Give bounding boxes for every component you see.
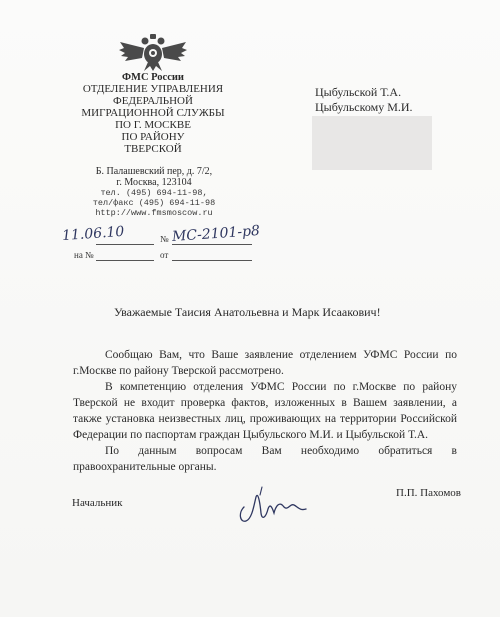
date-underline — [96, 244, 154, 245]
website-link: http://www.fmsmoscow.ru — [95, 208, 213, 218]
department-line: ТВЕРСКОЙ — [124, 143, 182, 155]
department-line: МИГРАЦИОННОЙ СЛУЖБЫ — [81, 107, 225, 119]
agency-name: ФМС России — [122, 72, 184, 83]
signer-name: П.П. Пахомов — [396, 487, 461, 499]
address-street: Б. Палашевский пер, д. 7/2, — [95, 166, 213, 177]
salutation: Уважаемые Таисия Анатольевна и Марк Исаакович! — [114, 305, 381, 319]
department-line: ПО РАЙОНУ — [121, 131, 185, 143]
handwritten-signature — [234, 483, 316, 527]
body-paragraph: Сообщаю Вам, что Ваше заявление отделением УФМС России по г.Москве по району Тверской рассмотрено. — [73, 349, 457, 377]
number-underline — [172, 244, 252, 245]
agency-address — [56, 166, 252, 218]
address-city: г. Москва, 123104 — [116, 177, 192, 188]
phone-number: тел. (495) 694-11-98, — [100, 188, 208, 198]
eagle-emblem-icon — [118, 32, 188, 72]
body-paragraph: В компетенцию отделения УФМС России по г.Москве по району Тверской не входит проверка фактов, изложенных в Вашем заявлении, а также установка неизвестных лиц, проживающих на территории Российской Федерации по паспортам граждан Цыбульского М.И. и Цыбульской Т.А. — [73, 381, 457, 441]
department-name — [50, 83, 256, 155]
fax-number: тел/факс (495) 694-11-98 — [92, 198, 216, 208]
body-paragraph: По данным вопросам Вам необходимо обратиться в правоохранительные органы. — [73, 445, 457, 473]
number-sign: № — [160, 234, 169, 244]
reference-number-line — [96, 260, 154, 261]
reference-number-label: на № — [74, 250, 94, 260]
redacted-address — [312, 116, 432, 170]
department-line: ОТДЕЛЕНИЕ УПРАВЛЕНИЯ — [82, 83, 224, 95]
handwritten-reg-number: МС-2101-р8 — [171, 222, 261, 246]
department-line: ФЕДЕРАЛЬНОЙ — [113, 95, 193, 107]
recipient-block — [315, 85, 413, 115]
reference-date-label: от — [160, 250, 169, 260]
handwritten-date: 11.06.10 — [61, 223, 125, 245]
recipient-line: Цыбульской Т.А. — [315, 85, 402, 99]
reference-date-line — [172, 260, 252, 261]
department-line: ПО Г. МОСКВЕ — [115, 119, 191, 131]
signer-position: Начальник — [72, 497, 123, 509]
recipient-line: Цыбульскому М.И. — [315, 100, 413, 114]
